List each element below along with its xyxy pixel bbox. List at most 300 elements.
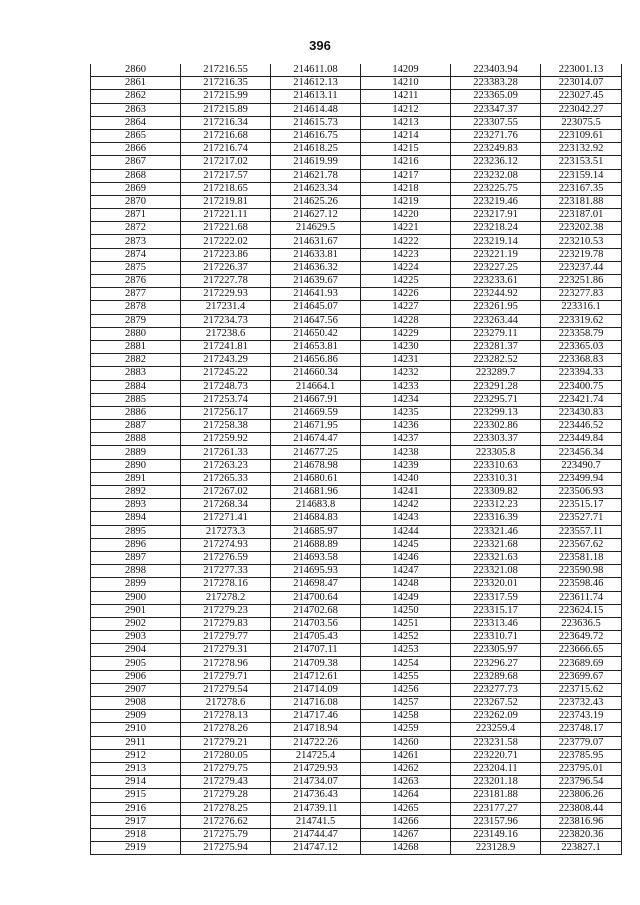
y-coordinate-cell: 214741.5 — [271, 815, 361, 828]
table-row — [91, 815, 622, 828]
y-coordinate-cell: 214671.95 — [271, 420, 361, 433]
y-coordinate-cell: 223611.74 — [541, 591, 622, 604]
point-number-cell: 14240 — [361, 472, 451, 485]
y-coordinate-cell: 223699.67 — [541, 670, 622, 683]
point-number-cell: 2909 — [91, 710, 181, 723]
x-coordinate-cell: 223220.71 — [451, 749, 541, 762]
point-number-cell: 14215 — [361, 143, 451, 156]
x-coordinate-cell: 217273.3 — [181, 525, 271, 538]
table-row — [91, 103, 622, 116]
point-number-cell: 2899 — [91, 578, 181, 591]
x-coordinate-cell: 223321.46 — [451, 525, 541, 538]
y-coordinate-cell: 223365.03 — [541, 340, 622, 353]
x-coordinate-cell: 217261.33 — [181, 446, 271, 459]
x-coordinate-cell: 217279.28 — [181, 789, 271, 802]
table-row — [91, 446, 622, 459]
y-coordinate-cell: 214688.89 — [271, 538, 361, 551]
table-row — [91, 776, 622, 789]
point-number-cell: 14212 — [361, 103, 451, 116]
x-coordinate-cell: 217221.11 — [181, 209, 271, 222]
point-number-cell: 2914 — [91, 776, 181, 789]
table-row — [91, 195, 622, 208]
point-number-cell: 14249 — [361, 591, 451, 604]
table-row — [91, 420, 622, 433]
point-number-cell: 14247 — [361, 565, 451, 578]
point-number-cell: 14211 — [361, 90, 451, 103]
x-coordinate-cell: 217216.68 — [181, 129, 271, 142]
x-coordinate-cell: 217265.33 — [181, 472, 271, 485]
point-number-cell: 14248 — [361, 578, 451, 591]
x-coordinate-cell: 223317.59 — [451, 591, 541, 604]
y-coordinate-cell: 223202.38 — [541, 222, 622, 235]
point-number-cell: 14213 — [361, 116, 451, 129]
table-row — [91, 406, 622, 419]
x-coordinate-cell: 223181.88 — [451, 789, 541, 802]
x-coordinate-cell: 217279.75 — [181, 762, 271, 775]
y-coordinate-cell: 214616.75 — [271, 129, 361, 142]
point-number-cell: 2879 — [91, 314, 181, 327]
y-coordinate-cell: 223394.33 — [541, 367, 622, 380]
x-coordinate-cell: 223312.23 — [451, 499, 541, 512]
x-coordinate-cell: 217280.05 — [181, 749, 271, 762]
point-number-cell: 14217 — [361, 169, 451, 182]
x-coordinate-cell: 217259.92 — [181, 433, 271, 446]
y-coordinate-cell: 223109.61 — [541, 129, 622, 142]
x-coordinate-cell: 217222.02 — [181, 235, 271, 248]
x-coordinate-cell: 223305.8 — [451, 446, 541, 459]
y-coordinate-cell: 214633.81 — [271, 248, 361, 261]
x-coordinate-cell: 223307.55 — [451, 116, 541, 129]
y-coordinate-cell: 223649.72 — [541, 631, 622, 644]
y-coordinate-cell: 223210.53 — [541, 235, 622, 248]
y-coordinate-cell: 223277.83 — [541, 288, 622, 301]
y-coordinate-cell: 214717.46 — [271, 710, 361, 723]
point-number-cell: 2895 — [91, 525, 181, 538]
y-coordinate-cell: 214645.07 — [271, 301, 361, 314]
point-number-cell: 14250 — [361, 604, 451, 617]
x-coordinate-cell: 217279.43 — [181, 776, 271, 789]
y-coordinate-cell: 214683.8 — [271, 499, 361, 512]
y-coordinate-cell: 223316.1 — [541, 301, 622, 314]
y-coordinate-cell: 214702.68 — [271, 604, 361, 617]
table-row — [91, 828, 622, 841]
x-coordinate-cell: 223236.12 — [451, 156, 541, 169]
point-number-cell: 14251 — [361, 617, 451, 630]
y-coordinate-cell: 214669.59 — [271, 406, 361, 419]
point-number-cell: 14220 — [361, 209, 451, 222]
x-coordinate-cell: 217253.74 — [181, 393, 271, 406]
y-coordinate-cell: 214618.25 — [271, 143, 361, 156]
y-coordinate-cell: 223598.46 — [541, 578, 622, 591]
point-number-cell: 2869 — [91, 182, 181, 195]
table-row — [91, 129, 622, 142]
point-number-cell: 14241 — [361, 486, 451, 499]
table-row — [91, 486, 622, 499]
y-coordinate-cell: 223027.45 — [541, 90, 622, 103]
point-number-cell: 2891 — [91, 472, 181, 485]
x-coordinate-cell: 223403.94 — [451, 64, 541, 77]
point-number-cell: 14254 — [361, 657, 451, 670]
table-row — [91, 156, 622, 169]
x-coordinate-cell: 217217.57 — [181, 169, 271, 182]
y-coordinate-cell: 214718.94 — [271, 723, 361, 736]
y-coordinate-cell: 214678.98 — [271, 459, 361, 472]
point-number-cell: 14218 — [361, 182, 451, 195]
point-number-cell: 14234 — [361, 393, 451, 406]
table-row — [91, 261, 622, 274]
point-number-cell: 14267 — [361, 828, 451, 841]
table-row — [91, 327, 622, 340]
table-row — [91, 512, 622, 525]
y-coordinate-cell: 223499.94 — [541, 472, 622, 485]
point-number-cell: 2918 — [91, 828, 181, 841]
x-coordinate-cell: 223219.14 — [451, 235, 541, 248]
x-coordinate-cell: 223289.7 — [451, 367, 541, 380]
y-coordinate-cell: 223779.07 — [541, 736, 622, 749]
y-coordinate-cell: 214739.11 — [271, 802, 361, 815]
table-row — [91, 538, 622, 551]
table-row — [91, 288, 622, 301]
y-coordinate-cell: 223456.34 — [541, 446, 622, 459]
point-number-cell: 14253 — [361, 644, 451, 657]
table-row — [91, 248, 622, 261]
table-row — [91, 525, 622, 538]
x-coordinate-cell: 217241.81 — [181, 340, 271, 353]
x-coordinate-cell: 223267.52 — [451, 697, 541, 710]
table-row — [91, 459, 622, 472]
y-coordinate-cell: 214613.11 — [271, 90, 361, 103]
y-coordinate-cell: 223159.14 — [541, 169, 622, 182]
x-coordinate-cell: 223157.96 — [451, 815, 541, 828]
x-coordinate-cell: 223249.83 — [451, 143, 541, 156]
y-coordinate-cell: 223132.92 — [541, 143, 622, 156]
x-coordinate-cell: 217277.33 — [181, 565, 271, 578]
y-coordinate-cell: 214677.25 — [271, 446, 361, 459]
y-coordinate-cell: 214744.47 — [271, 828, 361, 841]
y-coordinate-cell: 223446.52 — [541, 420, 622, 433]
y-coordinate-cell: 223001.13 — [541, 64, 622, 77]
point-number-cell: 14266 — [361, 815, 451, 828]
x-coordinate-cell: 223303.37 — [451, 433, 541, 446]
x-coordinate-cell: 217268.34 — [181, 499, 271, 512]
table-row — [91, 683, 622, 696]
y-coordinate-cell: 214716.08 — [271, 697, 361, 710]
table-row — [91, 90, 622, 103]
table-row — [91, 697, 622, 710]
x-coordinate-cell: 217279.31 — [181, 644, 271, 657]
point-number-cell: 2860 — [91, 64, 181, 77]
point-number-cell: 14239 — [361, 459, 451, 472]
table-row — [91, 789, 622, 802]
point-number-cell: 2870 — [91, 195, 181, 208]
y-coordinate-cell: 223368.83 — [541, 354, 622, 367]
point-number-cell: 2874 — [91, 248, 181, 261]
point-number-cell: 2862 — [91, 90, 181, 103]
point-number-cell: 2876 — [91, 275, 181, 288]
x-coordinate-cell: 217227.78 — [181, 275, 271, 288]
table-row — [91, 393, 622, 406]
point-number-cell: 14261 — [361, 749, 451, 762]
y-coordinate-cell: 214734.07 — [271, 776, 361, 789]
point-number-cell: 2898 — [91, 565, 181, 578]
table-row — [91, 802, 622, 815]
table-row — [91, 433, 622, 446]
x-coordinate-cell: 217243.29 — [181, 354, 271, 367]
table-row — [91, 64, 622, 77]
table-row — [91, 275, 622, 288]
x-coordinate-cell: 217217.02 — [181, 156, 271, 169]
table-row — [91, 631, 622, 644]
x-coordinate-cell: 223177.27 — [451, 802, 541, 815]
table-row — [91, 578, 622, 591]
point-number-cell: 2868 — [91, 169, 181, 182]
y-coordinate-cell: 214641.93 — [271, 288, 361, 301]
y-coordinate-cell: 223358.79 — [541, 327, 622, 340]
x-coordinate-cell: 217279.23 — [181, 604, 271, 617]
x-coordinate-cell: 223204.11 — [451, 762, 541, 775]
point-number-cell: 14263 — [361, 776, 451, 789]
y-coordinate-cell: 214656.86 — [271, 354, 361, 367]
point-number-cell: 2886 — [91, 406, 181, 419]
x-coordinate-cell: 223225.75 — [451, 182, 541, 195]
x-coordinate-cell: 217216.34 — [181, 116, 271, 129]
x-coordinate-cell: 217221.68 — [181, 222, 271, 235]
y-coordinate-cell: 223827.1 — [541, 842, 622, 855]
point-number-cell: 2904 — [91, 644, 181, 657]
y-coordinate-cell: 223506.93 — [541, 486, 622, 499]
x-coordinate-cell: 217276.59 — [181, 551, 271, 564]
point-number-cell: 2915 — [91, 789, 181, 802]
table-row — [91, 380, 622, 393]
y-coordinate-cell: 214623.34 — [271, 182, 361, 195]
y-coordinate-cell: 223796.54 — [541, 776, 622, 789]
y-coordinate-cell: 214709.38 — [271, 657, 361, 670]
coordinates-table — [90, 64, 622, 855]
point-number-cell: 14256 — [361, 683, 451, 696]
y-coordinate-cell: 214653.81 — [271, 340, 361, 353]
y-coordinate-cell: 223042.27 — [541, 103, 622, 116]
y-coordinate-cell: 214664.1 — [271, 380, 361, 393]
point-number-cell: 14264 — [361, 789, 451, 802]
y-coordinate-cell: 223581.18 — [541, 551, 622, 564]
y-coordinate-cell: 214680.61 — [271, 472, 361, 485]
point-number-cell: 2905 — [91, 657, 181, 670]
x-coordinate-cell: 223201.18 — [451, 776, 541, 789]
y-coordinate-cell: 214625.26 — [271, 195, 361, 208]
x-coordinate-cell: 217271.41 — [181, 512, 271, 525]
point-number-cell: 2917 — [91, 815, 181, 828]
point-number-cell: 14252 — [361, 631, 451, 644]
x-coordinate-cell: 217279.77 — [181, 631, 271, 644]
point-number-cell: 2892 — [91, 486, 181, 499]
x-coordinate-cell: 223296.27 — [451, 657, 541, 670]
x-coordinate-cell: 223244.92 — [451, 288, 541, 301]
point-number-cell: 2872 — [91, 222, 181, 235]
table-row — [91, 749, 622, 762]
point-number-cell: 14233 — [361, 380, 451, 393]
y-coordinate-cell: 223400.75 — [541, 380, 622, 393]
table-row — [91, 604, 622, 617]
point-number-cell: 2887 — [91, 420, 181, 433]
point-number-cell: 2919 — [91, 842, 181, 855]
table-row — [91, 182, 622, 195]
x-coordinate-cell: 223271.76 — [451, 129, 541, 142]
y-coordinate-cell: 214639.67 — [271, 275, 361, 288]
y-coordinate-cell: 214736.43 — [271, 789, 361, 802]
x-coordinate-cell: 217279.83 — [181, 617, 271, 630]
y-coordinate-cell: 223075.5 — [541, 116, 622, 129]
y-coordinate-cell: 214705.43 — [271, 631, 361, 644]
coordinates-table-body — [91, 64, 622, 855]
x-coordinate-cell: 223128.9 — [451, 842, 541, 855]
y-coordinate-cell: 214747.12 — [271, 842, 361, 855]
x-coordinate-cell: 217216.35 — [181, 77, 271, 90]
x-coordinate-cell: 217223.86 — [181, 248, 271, 261]
y-coordinate-cell: 214619.99 — [271, 156, 361, 169]
point-number-cell: 14226 — [361, 288, 451, 301]
table-row — [91, 222, 622, 235]
point-number-cell: 2902 — [91, 617, 181, 630]
point-number-cell: 14246 — [361, 551, 451, 564]
point-number-cell: 14244 — [361, 525, 451, 538]
point-number-cell: 2864 — [91, 116, 181, 129]
table-row — [91, 736, 622, 749]
point-number-cell: 2908 — [91, 697, 181, 710]
point-number-cell: 14209 — [361, 64, 451, 77]
point-number-cell: 2900 — [91, 591, 181, 604]
point-number-cell: 14225 — [361, 275, 451, 288]
x-coordinate-cell: 217278.96 — [181, 657, 271, 670]
point-number-cell: 2916 — [91, 802, 181, 815]
y-coordinate-cell: 223743.19 — [541, 710, 622, 723]
x-coordinate-cell: 223310.63 — [451, 459, 541, 472]
x-coordinate-cell: 217274.93 — [181, 538, 271, 551]
point-number-cell: 2913 — [91, 762, 181, 775]
y-coordinate-cell: 214703.56 — [271, 617, 361, 630]
y-coordinate-cell: 223806.26 — [541, 789, 622, 802]
y-coordinate-cell: 223795.01 — [541, 762, 622, 775]
point-number-cell: 2901 — [91, 604, 181, 617]
x-coordinate-cell: 223305.97 — [451, 644, 541, 657]
point-number-cell: 14258 — [361, 710, 451, 723]
y-coordinate-cell: 214667.91 — [271, 393, 361, 406]
point-number-cell: 2884 — [91, 380, 181, 393]
y-coordinate-cell: 214684.83 — [271, 512, 361, 525]
point-number-cell: 2903 — [91, 631, 181, 644]
point-number-cell: 2877 — [91, 288, 181, 301]
x-coordinate-cell: 223302.86 — [451, 420, 541, 433]
point-number-cell: 2881 — [91, 340, 181, 353]
y-coordinate-cell: 214729.93 — [271, 762, 361, 775]
y-coordinate-cell: 214712.61 — [271, 670, 361, 683]
y-coordinate-cell: 223421.74 — [541, 393, 622, 406]
point-number-cell: 2890 — [91, 459, 181, 472]
y-coordinate-cell: 214674.47 — [271, 433, 361, 446]
x-coordinate-cell: 223321.08 — [451, 565, 541, 578]
point-number-cell: 2865 — [91, 129, 181, 142]
point-number-cell: 2889 — [91, 446, 181, 459]
point-number-cell: 14228 — [361, 314, 451, 327]
table-row — [91, 235, 622, 248]
point-number-cell: 14235 — [361, 406, 451, 419]
x-coordinate-cell: 223320.01 — [451, 578, 541, 591]
point-number-cell: 14214 — [361, 129, 451, 142]
y-coordinate-cell: 223251.86 — [541, 275, 622, 288]
y-coordinate-cell: 214693.58 — [271, 551, 361, 564]
x-coordinate-cell: 217229.93 — [181, 288, 271, 301]
y-coordinate-cell: 223666.65 — [541, 644, 622, 657]
x-coordinate-cell: 217275.79 — [181, 828, 271, 841]
x-coordinate-cell: 217219.81 — [181, 195, 271, 208]
point-number-cell: 2894 — [91, 512, 181, 525]
table-row — [91, 314, 622, 327]
x-coordinate-cell: 223261.95 — [451, 301, 541, 314]
point-number-cell: 14237 — [361, 433, 451, 446]
x-coordinate-cell: 223219.46 — [451, 195, 541, 208]
y-coordinate-cell: 223732.43 — [541, 697, 622, 710]
table-row — [91, 723, 622, 736]
point-number-cell: 2880 — [91, 327, 181, 340]
point-number-cell: 14259 — [361, 723, 451, 736]
table-row — [91, 842, 622, 855]
point-number-cell: 14230 — [361, 340, 451, 353]
point-number-cell: 2871 — [91, 209, 181, 222]
x-coordinate-cell: 223217.91 — [451, 209, 541, 222]
point-number-cell: 14224 — [361, 261, 451, 274]
table-row — [91, 617, 622, 630]
x-coordinate-cell: 223218.24 — [451, 222, 541, 235]
y-coordinate-cell: 214660.34 — [271, 367, 361, 380]
point-number-cell: 2910 — [91, 723, 181, 736]
x-coordinate-cell: 217278.6 — [181, 697, 271, 710]
point-number-cell: 14262 — [361, 762, 451, 775]
point-number-cell: 14242 — [361, 499, 451, 512]
point-number-cell: 14227 — [361, 301, 451, 314]
x-coordinate-cell: 217218.65 — [181, 182, 271, 195]
point-number-cell: 14223 — [361, 248, 451, 261]
x-coordinate-cell: 223279.11 — [451, 327, 541, 340]
table-row — [91, 657, 622, 670]
x-coordinate-cell: 223309.82 — [451, 486, 541, 499]
x-coordinate-cell: 217276.62 — [181, 815, 271, 828]
table-row — [91, 710, 622, 723]
x-coordinate-cell: 217278.13 — [181, 710, 271, 723]
x-coordinate-cell: 217267.02 — [181, 486, 271, 499]
y-coordinate-cell: 223515.17 — [541, 499, 622, 512]
point-number-cell: 14222 — [361, 235, 451, 248]
table-row — [91, 143, 622, 156]
point-number-cell: 14231 — [361, 354, 451, 367]
point-number-cell: 2875 — [91, 261, 181, 274]
x-coordinate-cell: 217238.6 — [181, 327, 271, 340]
y-coordinate-cell: 223820.36 — [541, 828, 622, 841]
point-number-cell: 14255 — [361, 670, 451, 683]
y-coordinate-cell: 223715.62 — [541, 683, 622, 696]
point-number-cell: 14265 — [361, 802, 451, 815]
x-coordinate-cell: 223347.37 — [451, 103, 541, 116]
point-number-cell: 14245 — [361, 538, 451, 551]
table-row — [91, 340, 622, 353]
y-coordinate-cell: 214707.11 — [271, 644, 361, 657]
y-coordinate-cell: 214612.13 — [271, 77, 361, 90]
x-coordinate-cell: 217226.37 — [181, 261, 271, 274]
x-coordinate-cell: 217234.73 — [181, 314, 271, 327]
x-coordinate-cell: 217279.21 — [181, 736, 271, 749]
y-coordinate-cell: 223219.78 — [541, 248, 622, 261]
x-coordinate-cell: 223277.73 — [451, 683, 541, 696]
point-number-cell: 2863 — [91, 103, 181, 116]
x-coordinate-cell: 217215.99 — [181, 90, 271, 103]
